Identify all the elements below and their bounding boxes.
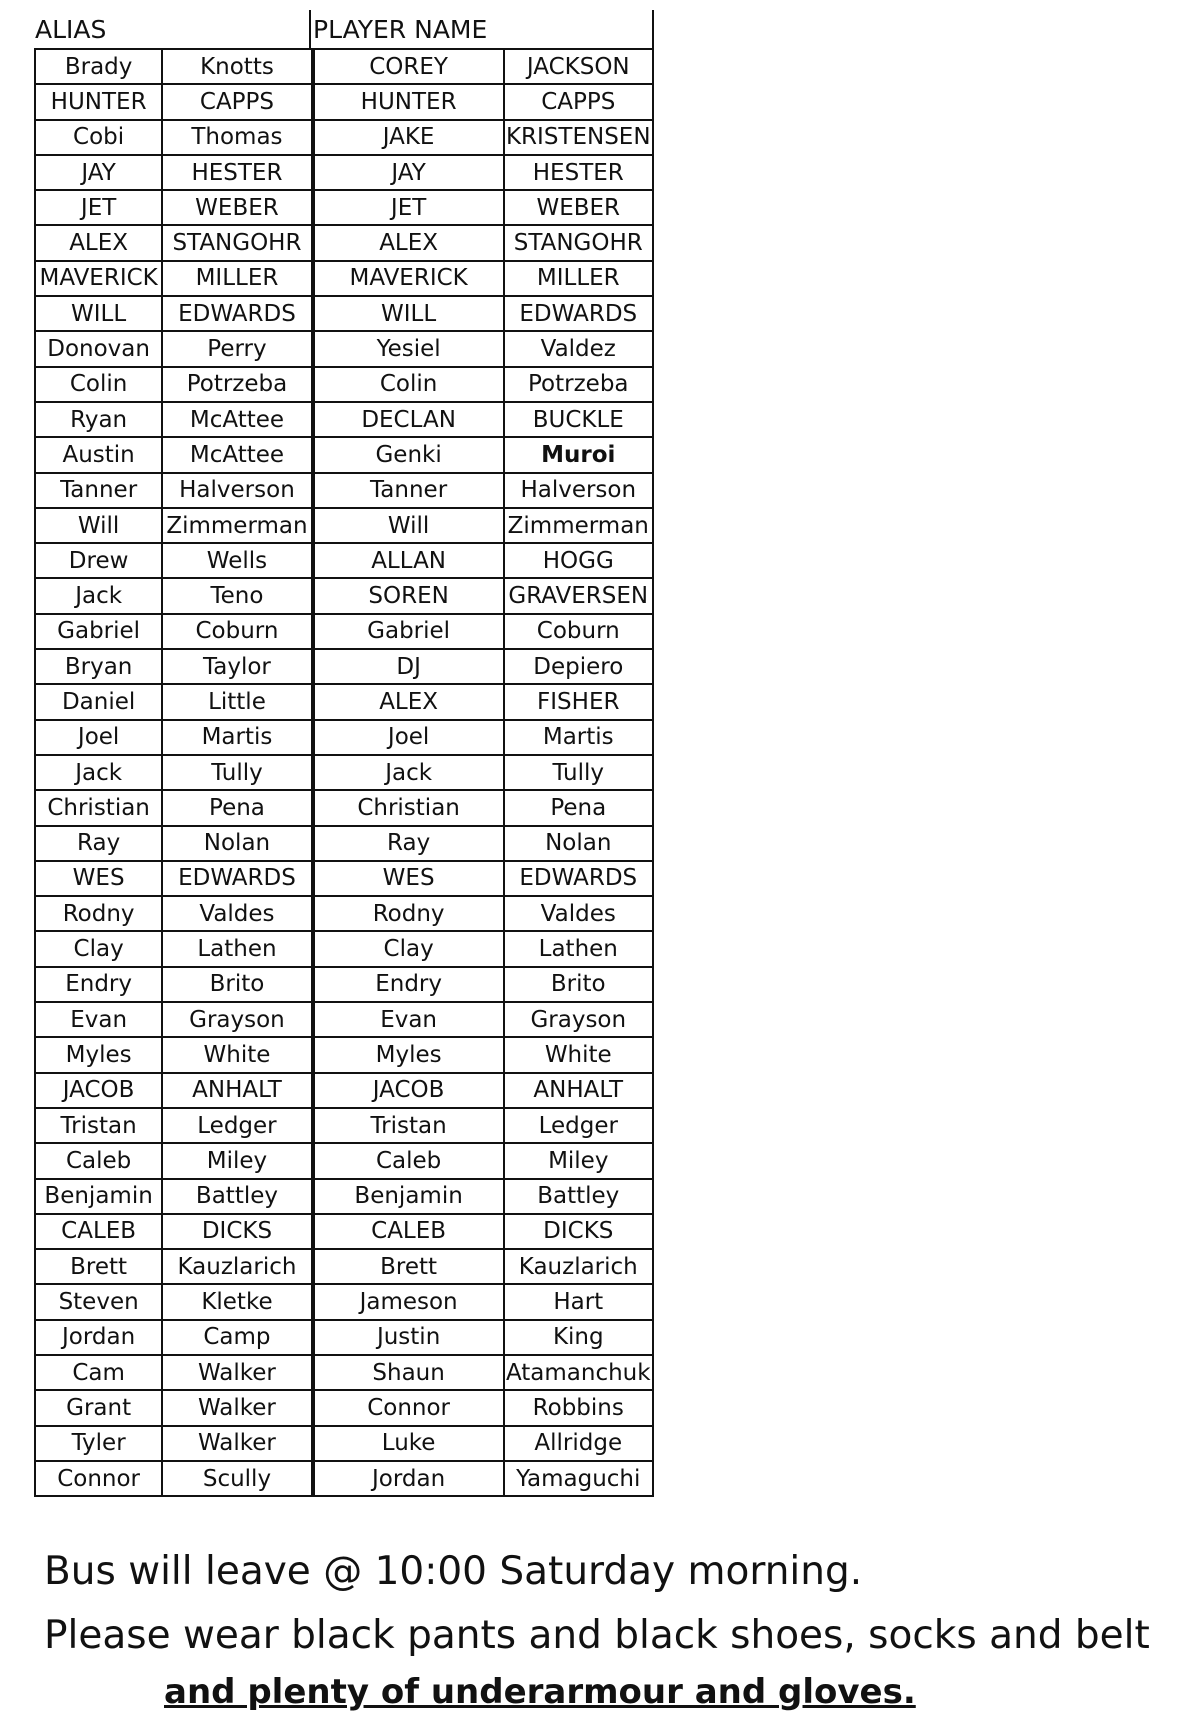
- table-row: [35, 614, 653, 649]
- alias-first-name-cell: Jordan: [35, 1320, 162, 1355]
- player-first-name-cell: DECLAN: [313, 402, 504, 437]
- player-last-name-cell: HOGG: [504, 543, 653, 578]
- alias-last-name-cell: Valdes: [162, 896, 312, 931]
- table-row: [35, 120, 653, 155]
- player-last-name-cell: White: [504, 1037, 653, 1072]
- alias-first-name-cell: Grant: [35, 1390, 162, 1425]
- table-row: [35, 1108, 653, 1143]
- table-row: [35, 861, 653, 896]
- player-first-name-cell: Brett: [313, 1249, 504, 1284]
- player-last-name-cell: Kauzlarich: [504, 1249, 653, 1284]
- alias-last-name-cell: Pena: [162, 790, 312, 825]
- alias-first-name-cell: Ray: [35, 826, 162, 861]
- alias-last-name-cell: Taylor: [162, 649, 312, 684]
- player-last-name-cell: Potrzeba: [504, 367, 653, 402]
- player-last-name-cell: MILLER: [504, 261, 653, 296]
- table-row: [35, 1461, 653, 1496]
- player-last-name-cell: Nolan: [504, 826, 653, 861]
- player-last-name-cell: Allridge: [504, 1426, 653, 1461]
- alias-first-name-cell: Cobi: [35, 120, 162, 155]
- player-last-name-cell: Halverson: [504, 473, 653, 508]
- alias-first-name-cell: Colin: [35, 367, 162, 402]
- alias-first-name-cell: Brady: [35, 49, 162, 84]
- alias-last-name-cell: Walker: [162, 1355, 312, 1390]
- table-row: [35, 931, 653, 966]
- table-row: [35, 720, 653, 755]
- player-last-name-cell: Valdez: [504, 331, 653, 366]
- alias-last-name-cell: Battley: [162, 1179, 312, 1214]
- alias-last-name-cell: Potrzeba: [162, 367, 312, 402]
- alias-last-name-cell: Kletke: [162, 1284, 312, 1319]
- alias-first-name-cell: Brett: [35, 1249, 162, 1284]
- alias-first-name-cell: WILL: [35, 296, 162, 331]
- header-divider: [309, 10, 311, 48]
- alias-first-name-cell: HUNTER: [35, 84, 162, 119]
- player-last-name-cell: Coburn: [504, 614, 653, 649]
- player-last-name-cell: Depiero: [504, 649, 653, 684]
- alias-last-name-cell: Miley: [162, 1143, 312, 1178]
- alias-last-name-cell: ANHALT: [162, 1073, 312, 1108]
- table-row: [35, 49, 653, 84]
- alias-first-name-cell: CALEB: [35, 1214, 162, 1249]
- alias-first-name-cell: Gabriel: [35, 614, 162, 649]
- player-first-name-cell: JAY: [313, 155, 504, 190]
- player-first-name-cell: Jack: [313, 755, 504, 790]
- table-row: [35, 1002, 653, 1037]
- player-first-name-cell: Ray: [313, 826, 504, 861]
- player-first-name-cell: Jameson: [313, 1284, 504, 1319]
- player-last-name-cell: Lathen: [504, 931, 653, 966]
- alias-first-name-cell: Evan: [35, 1002, 162, 1037]
- table-row: [35, 684, 653, 719]
- column-headers: [30, 10, 654, 48]
- alias-last-name-cell: Tully: [162, 755, 312, 790]
- player-first-name-cell: ALEX: [313, 684, 504, 719]
- alias-first-name-cell: JET: [35, 190, 162, 225]
- player-first-name-cell: Rodny: [313, 896, 504, 931]
- alias-last-name-cell: Thomas: [162, 120, 312, 155]
- alias-first-name-cell: Tanner: [35, 473, 162, 508]
- alias-first-name-cell: Daniel: [35, 684, 162, 719]
- alias-header: ALIAS: [35, 15, 107, 44]
- alias-first-name-cell: Tyler: [35, 1426, 162, 1461]
- alias-first-name-cell: Benjamin: [35, 1179, 162, 1214]
- player-first-name-cell: Jordan: [313, 1461, 504, 1496]
- player-first-name-cell: Justin: [313, 1320, 504, 1355]
- alias-first-name-cell: Joel: [35, 720, 162, 755]
- table-row: [35, 1320, 653, 1355]
- alias-last-name-cell: Little: [162, 684, 312, 719]
- player-last-name-cell: Muroi: [504, 437, 653, 472]
- alias-last-name-cell: McAttee: [162, 437, 312, 472]
- table-row: [35, 1284, 653, 1319]
- player-last-name-cell: Valdes: [504, 896, 653, 931]
- table-row: [35, 367, 653, 402]
- table-row: [35, 261, 653, 296]
- alias-last-name-cell: EDWARDS: [162, 296, 312, 331]
- table-row: [35, 826, 653, 861]
- player-first-name-cell: Myles: [313, 1037, 504, 1072]
- alias-first-name-cell: Christian: [35, 790, 162, 825]
- player-first-name-cell: Connor: [313, 1390, 504, 1425]
- alias-last-name-cell: Martis: [162, 720, 312, 755]
- table-row: [35, 649, 653, 684]
- player-first-name-cell: JAKE: [313, 120, 504, 155]
- alias-last-name-cell: Walker: [162, 1426, 312, 1461]
- player-first-name-cell: Benjamin: [313, 1179, 504, 1214]
- player-first-name-cell: HUNTER: [313, 84, 504, 119]
- alias-first-name-cell: Donovan: [35, 331, 162, 366]
- alias-last-name-cell: HESTER: [162, 155, 312, 190]
- player-last-name-cell: Robbins: [504, 1390, 653, 1425]
- alias-first-name-cell: Connor: [35, 1461, 162, 1496]
- alias-last-name-cell: Nolan: [162, 826, 312, 861]
- table-row: [35, 190, 653, 225]
- player-last-name-cell: Martis: [504, 720, 653, 755]
- alias-first-name-cell: Steven: [35, 1284, 162, 1319]
- player-last-name-cell: BUCKLE: [504, 402, 653, 437]
- table-row: [35, 790, 653, 825]
- alias-first-name-cell: Myles: [35, 1037, 162, 1072]
- player-last-name-cell: Tully: [504, 755, 653, 790]
- alias-last-name-cell: Perry: [162, 331, 312, 366]
- player-first-name-cell: JACOB: [313, 1073, 504, 1108]
- table-row: [35, 1214, 653, 1249]
- alias-first-name-cell: Jack: [35, 755, 162, 790]
- player-last-name-cell: HESTER: [504, 155, 653, 190]
- player-last-name-cell: Miley: [504, 1143, 653, 1178]
- alias-last-name-cell: Grayson: [162, 1002, 312, 1037]
- alias-last-name-cell: STANGOHR: [162, 225, 312, 260]
- table-row: [35, 1179, 653, 1214]
- header-right-border: [652, 10, 654, 48]
- table-row: [35, 1249, 653, 1284]
- player-first-name-cell: COREY: [313, 49, 504, 84]
- player-last-name-cell: Pena: [504, 790, 653, 825]
- table-row: [35, 755, 653, 790]
- alias-first-name-cell: JACOB: [35, 1073, 162, 1108]
- player-first-name-cell: Shaun: [313, 1355, 504, 1390]
- player-last-name-cell: KRISTENSEN: [504, 120, 653, 155]
- table-row: [35, 225, 653, 260]
- table-row: [35, 1037, 653, 1072]
- alias-last-name-cell: Walker: [162, 1390, 312, 1425]
- alias-last-name-cell: Lathen: [162, 931, 312, 966]
- player-first-name-cell: Colin: [313, 367, 504, 402]
- table-row: [35, 967, 653, 1002]
- alias-last-name-cell: McAttee: [162, 402, 312, 437]
- player-last-name-cell: Zimmerman: [504, 508, 653, 543]
- player-first-name-cell: Tanner: [313, 473, 504, 508]
- alias-last-name-cell: MILLER: [162, 261, 312, 296]
- alias-last-name-cell: DICKS: [162, 1214, 312, 1249]
- player-last-name-cell: WEBER: [504, 190, 653, 225]
- table-row: [35, 896, 653, 931]
- alias-first-name-cell: Tristan: [35, 1108, 162, 1143]
- player-last-name-cell: Atamanchuk: [504, 1355, 653, 1390]
- table-row: [35, 473, 653, 508]
- player-last-name-cell: EDWARDS: [504, 296, 653, 331]
- alias-first-name-cell: Rodny: [35, 896, 162, 931]
- table-row: [35, 1143, 653, 1178]
- player-first-name-cell: ALLAN: [313, 543, 504, 578]
- table-row: [35, 1390, 653, 1425]
- player-first-name-cell: SOREN: [313, 578, 504, 613]
- player-first-name-cell: CALEB: [313, 1214, 504, 1249]
- alias-first-name-cell: Clay: [35, 931, 162, 966]
- alias-last-name-cell: EDWARDS: [162, 861, 312, 896]
- alias-first-name-cell: Cam: [35, 1355, 162, 1390]
- alias-last-name-cell: White: [162, 1037, 312, 1072]
- table-row: [35, 155, 653, 190]
- player-last-name-cell: Battley: [504, 1179, 653, 1214]
- table-row: [35, 508, 653, 543]
- bus-departure-note: Bus will leave @ 10:00 Saturday morning.: [44, 1549, 863, 1594]
- table-row: [35, 402, 653, 437]
- alias-last-name-cell: Brito: [162, 967, 312, 1002]
- player-first-name-cell: WILL: [313, 296, 504, 331]
- alias-first-name-cell: Bryan: [35, 649, 162, 684]
- alias-last-name-cell: Zimmerman: [162, 508, 312, 543]
- player-last-name-cell: ANHALT: [504, 1073, 653, 1108]
- alias-first-name-cell: WES: [35, 861, 162, 896]
- player-first-name-cell: WES: [313, 861, 504, 896]
- underarmour-note: and plenty of underarmour and gloves.: [164, 1672, 916, 1712]
- table-row: [35, 296, 653, 331]
- player-first-name-cell: MAVERICK: [313, 261, 504, 296]
- table-row: [35, 331, 653, 366]
- player-first-name-cell: Will: [313, 508, 504, 543]
- player-first-name-cell: ALEX: [313, 225, 504, 260]
- alias-first-name-cell: Endry: [35, 967, 162, 1002]
- alias-first-name-cell: Caleb: [35, 1143, 162, 1178]
- roster-table: [34, 48, 654, 1497]
- player-first-name-cell: DJ: [313, 649, 504, 684]
- player-last-name-cell: DICKS: [504, 1214, 653, 1249]
- roster-table-body: [35, 49, 653, 1496]
- alias-last-name-cell: Wells: [162, 543, 312, 578]
- alias-last-name-cell: Halverson: [162, 473, 312, 508]
- alias-first-name-cell: Austin: [35, 437, 162, 472]
- player-last-name-cell: JACKSON: [504, 49, 653, 84]
- alias-last-name-cell: CAPPS: [162, 84, 312, 119]
- player-first-name-cell: Gabriel: [313, 614, 504, 649]
- player-last-name-cell: FISHER: [504, 684, 653, 719]
- alias-last-name-cell: Camp: [162, 1320, 312, 1355]
- alias-last-name-cell: Ledger: [162, 1108, 312, 1143]
- alias-last-name-cell: Scully: [162, 1461, 312, 1496]
- alias-first-name-cell: MAVERICK: [35, 261, 162, 296]
- player-last-name-cell: CAPPS: [504, 84, 653, 119]
- alias-last-name-cell: Kauzlarich: [162, 1249, 312, 1284]
- player-first-name-cell: Christian: [313, 790, 504, 825]
- player-last-name-cell: Grayson: [504, 1002, 653, 1037]
- player-last-name-cell: STANGOHR: [504, 225, 653, 260]
- alias-first-name-cell: Drew: [35, 543, 162, 578]
- alias-last-name-cell: Knotts: [162, 49, 312, 84]
- player-last-name-cell: Brito: [504, 967, 653, 1002]
- player-first-name-cell: Joel: [313, 720, 504, 755]
- player-last-name-cell: Yamaguchi: [504, 1461, 653, 1496]
- alias-first-name-cell: Jack: [35, 578, 162, 613]
- player-first-name-cell: Luke: [313, 1426, 504, 1461]
- player-first-name-cell: Tristan: [313, 1108, 504, 1143]
- table-row: [35, 84, 653, 119]
- player-last-name-cell: Ledger: [504, 1108, 653, 1143]
- dress-code-note: Please wear black pants and black shoes, socks and belt: [44, 1613, 1150, 1658]
- player-name-header: PLAYER NAME: [313, 15, 488, 44]
- alias-first-name-cell: JAY: [35, 155, 162, 190]
- table-row: [35, 437, 653, 472]
- alias-first-name-cell: Ryan: [35, 402, 162, 437]
- player-last-name-cell: EDWARDS: [504, 861, 653, 896]
- player-first-name-cell: Clay: [313, 931, 504, 966]
- alias-last-name-cell: Coburn: [162, 614, 312, 649]
- table-row: [35, 1426, 653, 1461]
- player-last-name-cell: Hart: [504, 1284, 653, 1319]
- alias-first-name-cell: ALEX: [35, 225, 162, 260]
- table-row: [35, 1355, 653, 1390]
- table-row: [35, 1073, 653, 1108]
- alias-last-name-cell: WEBER: [162, 190, 312, 225]
- player-first-name-cell: Evan: [313, 1002, 504, 1037]
- player-first-name-cell: Yesiel: [313, 331, 504, 366]
- alias-first-name-cell: Will: [35, 508, 162, 543]
- player-first-name-cell: JET: [313, 190, 504, 225]
- table-row: [35, 543, 653, 578]
- player-first-name-cell: Caleb: [313, 1143, 504, 1178]
- player-first-name-cell: Endry: [313, 967, 504, 1002]
- player-first-name-cell: Genki: [313, 437, 504, 472]
- alias-last-name-cell: Teno: [162, 578, 312, 613]
- player-last-name-cell: GRAVERSEN: [504, 578, 653, 613]
- table-row: [35, 578, 653, 613]
- player-last-name-cell: King: [504, 1320, 653, 1355]
